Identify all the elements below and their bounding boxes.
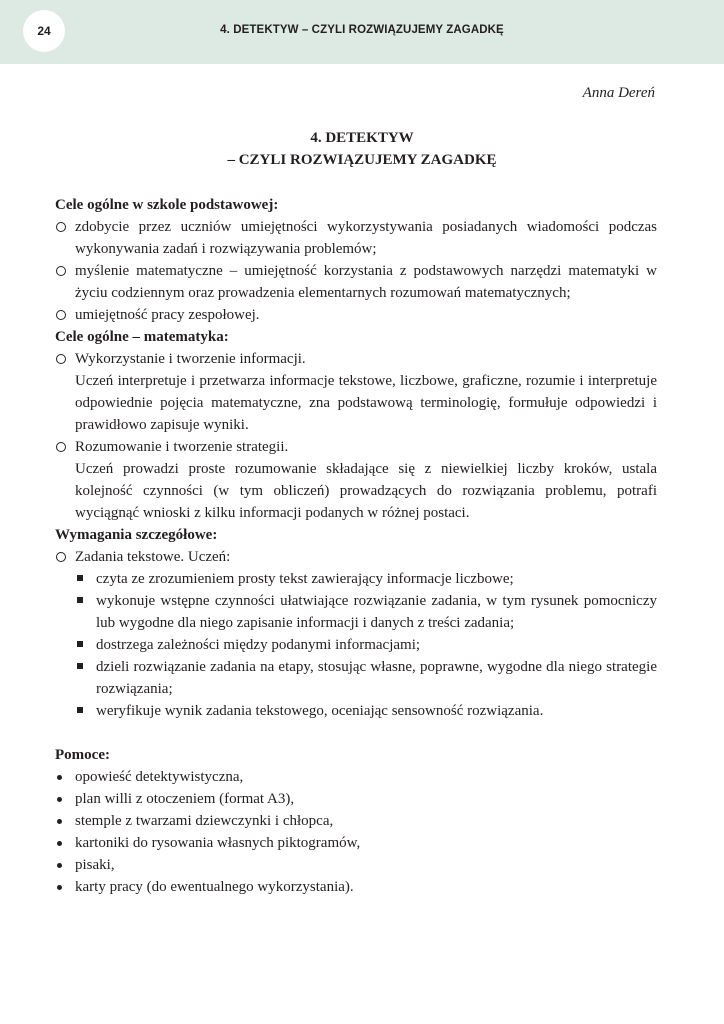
page-number: 24 (23, 10, 65, 52)
section-heading-requirements: Wymagania szczegółowe: (55, 527, 218, 543)
chapter-title-line-1: 4. DETEKTYW (310, 130, 414, 146)
list-item-title: Rozumowanie i tworzenie strategii. (55, 436, 657, 458)
chapter-title (0, 127, 724, 171)
section-heading-general-primary: Cele ogólne w szkole podstawowej: (55, 197, 279, 213)
list-item-text: Uczeń prowadzi proste rozumowanie składające się z niewielkiej liczby kroków, ustala kolejność czynności (w tym obliczeń) prowadzących do rozwiązania problemu, potrafi wyciągnąć wnioski z kilku informacji podanych w różnej postaci. (75, 461, 657, 521)
sub-list-item: wykonuje wstępne czynności ułatwiające rozwiązanie zadania, w tym rysunek pomocniczy lub wygodne dla niego zapisanie informacji i danych z treści zadania; (55, 590, 657, 634)
sub-list-item: czyta ze zrozumieniem prosty tekst zawierający informacje liczbowe; (55, 568, 657, 590)
spacer (55, 722, 657, 744)
list-item-text: Uczeń interpretuje i przetwarza informacje tekstowe, liczbowe, graficzne, rozumie i interpretuje odpowiednie pojęcia matematyczne, zna podstawową terminologię, formułuje odpowiedzi i prawidłowo zapisuje wyniki. (75, 373, 657, 433)
list-item: myślenie matematyczne – umiejętność korzystania z podstawowych narzędzi matematyki w życiu codziennym oraz prowadzenia elementarnych rozumowań matematycznych; (55, 260, 657, 304)
running-header-title: 4. DETEKTYW – CZYLI ROZWIĄZUJEMY ZAGADKĘ (220, 24, 504, 36)
page-content (55, 194, 657, 898)
page-header (0, 0, 724, 64)
author-name: Anna Dereń (582, 85, 655, 101)
section-heading-aids: Pomoce: (55, 747, 110, 763)
list-item: plan willi z otoczeniem (format A3), (55, 788, 657, 810)
list-item-title: Zadania tekstowe. Uczeń: (55, 546, 657, 568)
list-item: karty pracy (do ewentualnego wykorzystania). (55, 876, 657, 898)
list-item: kartoniki do rysowania własnych piktogramów, (55, 832, 657, 854)
list-item: zdobycie przez uczniów umiejętności wykorzystywania posiadanych wiadomości podczas wykonywania zadań i rozwiązywania problemów; (55, 216, 657, 260)
sub-list-item: dzieli rozwiązanie zadania na etapy, stosując własne, poprawne, wygodne dla niego strategie rozwiązania; (55, 656, 657, 700)
section-heading-general-math: Cele ogólne – matematyka: (55, 329, 229, 345)
list-item: umiejętność pracy zespołowej. (55, 304, 657, 326)
sub-list-item: weryfikuje wynik zadania tekstowego, oceniając sensowność rozwiązania. (55, 700, 657, 722)
chapter-title-line-2: – CZYLI ROZWIĄZUJEMY ZAGADKĘ (227, 152, 497, 168)
list-item-title: Wykorzystanie i tworzenie informacji. (55, 348, 657, 370)
sub-list-item: dostrzega zależności między podanymi informacjami; (55, 634, 657, 656)
list-item: pisaki, (55, 854, 657, 876)
list-item: opowieść detektywistyczna, (55, 766, 657, 788)
list-item: stemple z twarzami dziewczynki i chłopca, (55, 810, 657, 832)
